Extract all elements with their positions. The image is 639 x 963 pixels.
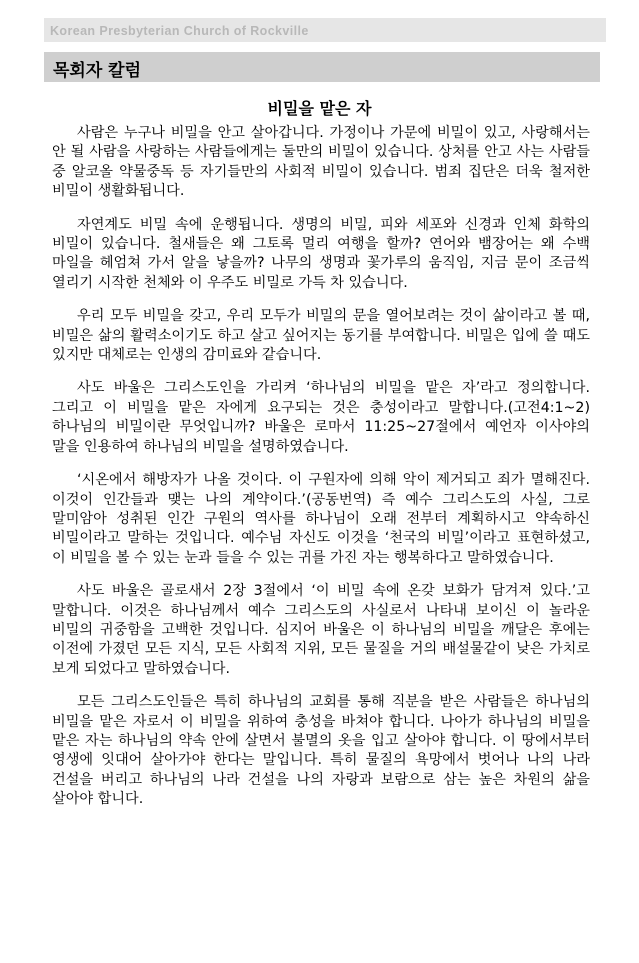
article-paragraph-5: ‘시온에서 해방자가 나올 것이다. 이 구원자에 의해 악이 제거되고 죄가 멸해진다. 이것이 인간들과 맺는 나의 계약이다.’(공동번역) 즉 예수 그리스도의 사실, 그로 말미암아 성취된 인간 구원의 역사를 하나님이 오래 전부터 계획하시고 약속하신 비밀이라고 말하는 것입니다. 예수님 자신도 이것을 ‘천국의 비밀’이라고 표현하셨고, 이 비밀을 볼 수 있는 눈과 들을 수 있는 귀를 가진 자는 행복하다고 말하였습니다.	[52, 472, 590, 566]
article-title: 비밀을 맡은 자	[267, 99, 372, 118]
article-paragraph-1: 사람은 누구나 비밀을 안고 살아갑니다. 가정이나 가문에 비밀이 있고, 사랑해서는 안 될 사람을 사랑하는 사람들에게는 둘만의 비밀이 있습니다. 상처를 안고 사는 사람들 중 알코올 약물중독 등 자기들만의 사회적 비밀이 있습니다. 범죄 집단은 더욱 철저한 비밀이 생활화됩니다.	[52, 125, 590, 200]
article-paragraph-7: 모든 그리스도인들은 특히 하나님의 교회를 통해 직분을 받은 사람들은 하나님의 비밀을 맡은 자로서 이 비밀을 위하여 충성을 바쳐야 합니다. 나아가 하나님의 비밀을 맡은 자는 하나님의 약속 안에 살면서 불멸의 옷을 입고 살아야 합니다. 이 땅에서부터 영생에 잇대어 살아가야 한다는 말입니다. 특히 물질의 욕망에서 벗어나 나의 나라 건설을 버리고 하나님의 나라 건설을 나의 자랑과 보람으로 삼는 높은 차원의 삶을 살아야 합니다.	[52, 694, 590, 808]
article-paragraph-3: 우리 모두 비밀을 갖고, 우리 모두가 비밀의 문을 열어보려는 것이 삶이라고 볼 때, 비밀은 삶의 활력소이기도 하고 살고 싶어지는 동기를 부여합니다. 비밀은 입에 쓸 때도 있지만 대체로는 인생의 감미료와 같습니다.	[52, 308, 590, 364]
church-name-header: Korean Presbyterian Church of Rockville	[50, 24, 309, 38]
article-paragraph-6: 사도 바울은 골로새서 2장 3절에서 ‘이 비밀 속에 온갖 보화가 담겨져 있다.’고 말합니다. 이것은 하나님께서 예수 그리스도의 사실로서 나타내 보이신 이 놀라운 비밀의 귀중함을 고백한 것입니다. 심지어 바울은 이 하나님의 비밀을 깨달은 후에는 이전에 가졌던 모든 지식, 모든 사회적 지위, 모든 물질을 거의 배설물같이 낮은 가치로 보게 되었다고 말하였습니다.	[52, 583, 590, 677]
column-title: 목회자 칼럼	[53, 61, 142, 81]
article-paragraph-4: 사도 바울은 그리스도인을 가리켜 ‘하나님의 비밀을 맡은 자’라고 정의합니다. 그리고 이 비밀을 맡은 자에게 요구되는 것은 충성이라고 말합니다.(고전4:1~2) 하나님의 비밀이란 무엇입니까? 바울은 로마서 11:25~27절에서 예언자 이사야의 말을 인용하여 하나님의 비밀을 설명하였습니다.	[52, 380, 590, 455]
article-body	[52, 124, 590, 824]
article-paragraph-2: 자연계도 비밀 속에 운행됩니다. 생명의 비밀, 피와 세포와 신경과 인체 화학의 비밀이 있습니다. 철새들은 왜 그토록 멀리 여행을 할까? 연어와 뱀장어는 왜 수백 마일을 헤엄쳐 가서 알을 낳을까? 나무의 생명과 꽃가루의 움직임, 지금 문이 조금씩 열리기 시작한 천체와 이 우주도 비밀로 가득 차 있습니다.	[52, 216, 590, 291]
